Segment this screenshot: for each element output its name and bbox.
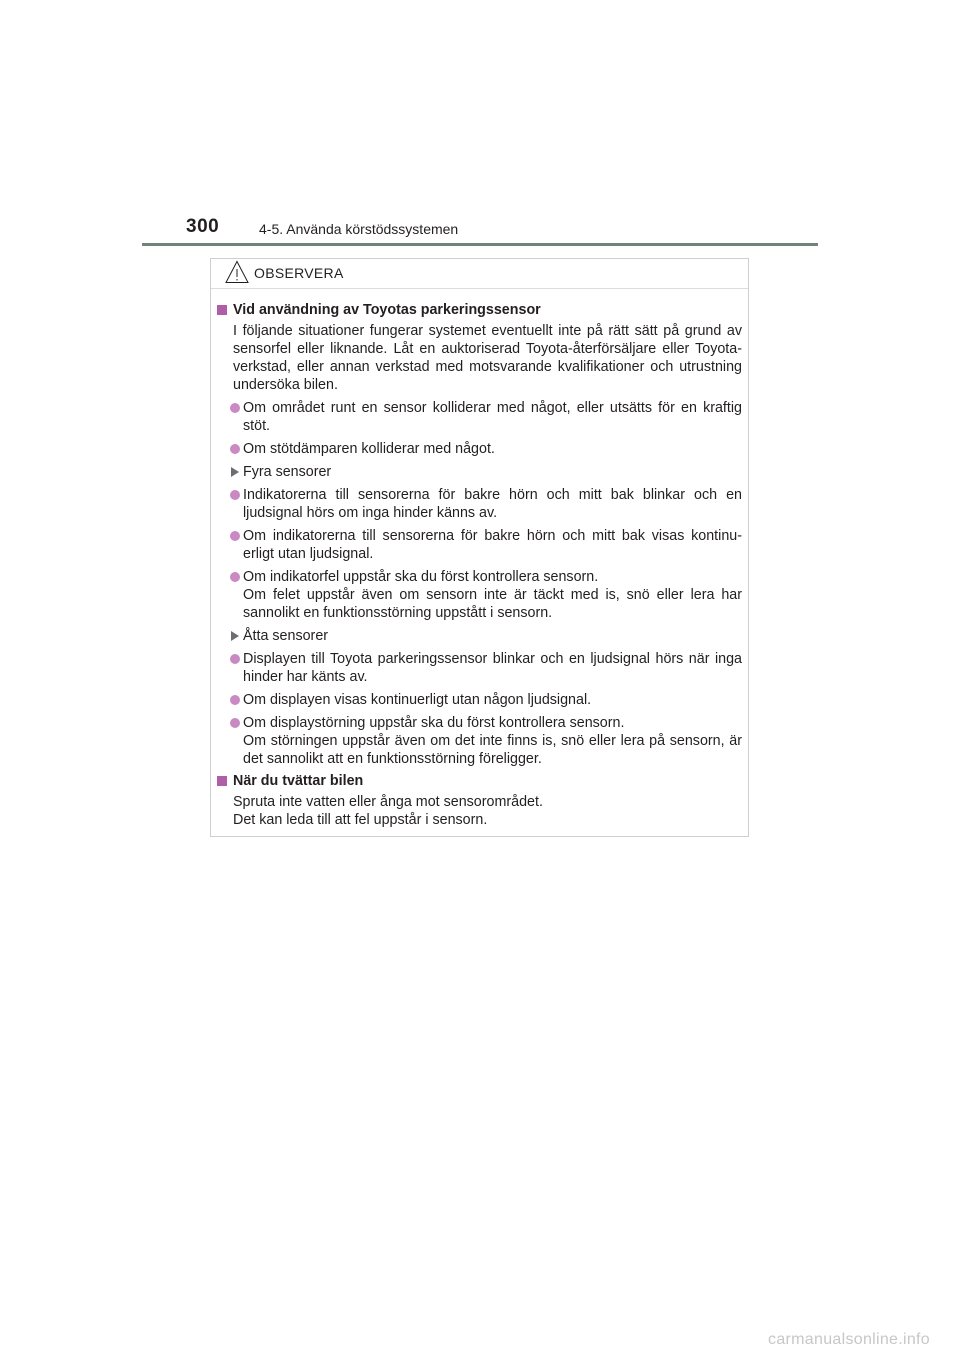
bullet-item: Displayen till Toyota parkeringssensor blinkar och en ljudsignal hörs när inga hinder har känts av. [216, 650, 742, 686]
bullet-item: Om displaystörning uppstår ska du först kontrollera sensorn. Om störningen uppstår även om det inte finns is, snö eller lera på sensorn, är det sannolikt att en funktionsstörning föreligger. [216, 714, 742, 768]
section-heading: När du tvättar bilen [216, 772, 742, 790]
section-heading: Vid användning av Toyotas parkeringssensor [216, 301, 742, 319]
bullet-dot-icon [230, 572, 240, 582]
bullet-item: Om indikatorfel uppstår ska du först kontrollera sensorn. Om felet uppstår även om sensorn inte är täckt med is, snö eller lera har sannolikt en funktionsstörning uppstått i sensorn. [216, 568, 742, 622]
bullet-item: Om displayen visas kontinuerligt utan någon ljudsignal. [216, 691, 742, 709]
heading-square-icon [217, 305, 227, 315]
bullet-item: Om området runt en sensor kolliderar med något, eller utsätts för en kraftig stöt. [216, 399, 742, 435]
warning-triangle-icon [225, 260, 249, 284]
subgroup-label: Åtta sensorer [216, 627, 742, 645]
watermark: carmanualsonline.info [768, 1331, 930, 1348]
subgroup-label: Fyra sensorer [216, 463, 742, 481]
bullet-dot-icon [230, 531, 240, 541]
notice-box [210, 258, 749, 837]
header-divider [142, 243, 818, 246]
section-intro: I följande situationer fungerar systemet eventuellt inte på rätt sätt på grund av sensorfel eller liknande. Låt en auktoriserad Toyota-återförsäljare eller Toyota-verkstad, eller annan verkstad med motsvarande kvalifikationer och utrustning undersöka bilen. [233, 323, 742, 393]
bullet-item: Om indikatorerna till sensorerna för bakre hörn och mitt bak visas kontinu-erligt utan ljudsignal. [216, 527, 742, 563]
page-number: 300 [186, 216, 220, 237]
bullet-dot-icon [230, 718, 240, 728]
bullet-dot-icon [230, 695, 240, 705]
bullet-item: Indikatorerna till sensorerna för bakre hörn och mitt bak blinkar och en ljudsignal hörs om inga hinder känns av. [216, 486, 742, 522]
section-title: 4-5. Använda körstödssystemen [259, 221, 459, 237]
bullet-item: Om stötdämparen kolliderar med något. [216, 440, 742, 458]
bullet-dot-icon [230, 444, 240, 454]
notice-content [211, 289, 748, 829]
heading-square-icon [217, 776, 227, 786]
arrow-right-icon [231, 631, 239, 641]
arrow-right-icon [231, 467, 239, 477]
notice-label: OBSERVERA [254, 265, 344, 281]
bullet-dot-icon [230, 490, 240, 500]
section-body: Spruta inte vatten eller ånga mot sensorområdet. Det kan leda till att fel uppstår i sensorn. [233, 794, 543, 828]
bullet-dot-icon [230, 403, 240, 413]
notice-header [211, 259, 748, 289]
bullet-dot-icon [230, 654, 240, 664]
